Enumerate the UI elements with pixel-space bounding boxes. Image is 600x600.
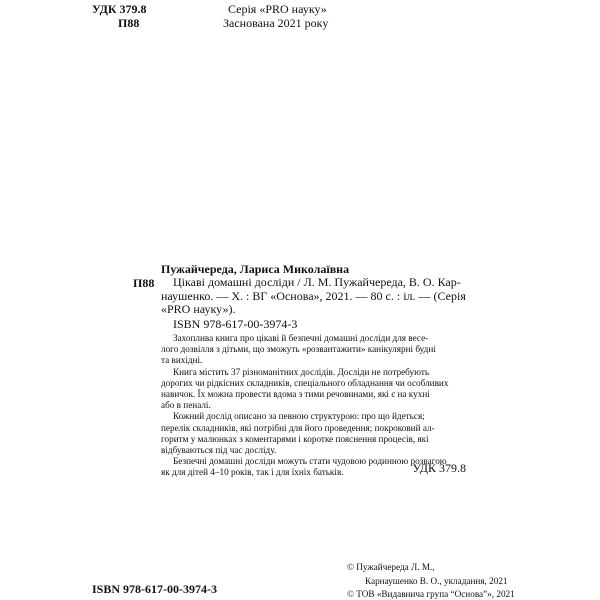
record-isbn: ISBN 978-617-00-3974-3	[173, 317, 298, 331]
annotation-line: Книга містить 37 різноманітних дослідів. Досліди не потребують	[173, 366, 430, 377]
annotation-line: Захоплива книга про цікаві й безпечні домашні досліди для весе-	[173, 333, 429, 343]
record-index: П88	[133, 276, 155, 290]
header-index: П88	[118, 16, 140, 30]
footer-isbn: ISBN 978-617-00-3974-3	[92, 582, 217, 596]
annotation-line: або в пеналі.	[161, 400, 211, 411]
annotation-line: навичок. Їх можна провести вдома з тими речовинами, які є на кухні	[161, 389, 430, 400]
record-author: Пужайчереда, Лариса Миколаївна	[161, 262, 350, 276]
annotation-line: перелік складників, які потрібні для його проведення; покроковий ал-	[161, 422, 435, 433]
record-title-line: наушенко. — Х. : ВГ «Основа», 2021. — 80 с. : іл. — (Серія	[161, 288, 466, 303]
annotation-line: лого дозвілля з дітьми, що зможуть «розвантажити» канікулярні будні	[161, 344, 436, 355]
series-name: Серія «PRO науку»	[228, 2, 327, 16]
annotation-line: як для дітей 4–10 років, так і для їхніх батьків.	[161, 467, 344, 478]
copyright-authors: © Пужайчереда Л. М.,	[347, 562, 435, 572]
record-udk: УДК 379.8	[412, 461, 466, 475]
annotation-line: Безпечні домашні досліди можуть стати чудовою родинною розвагою	[173, 456, 447, 467]
record-title-line: «PRO науку»).	[161, 302, 236, 316]
copyright-authors-cont: Карнаушенко В. О., укладання, 2021	[365, 576, 508, 586]
header-udk: УДК 379.8	[92, 2, 147, 16]
annotation-line: Кожний дослід описано за певною структурою: про що йдеться;	[173, 411, 425, 422]
annotation-paragraph	[161, 367, 466, 412]
annotation-line: дорогих чи рідкісних складників, спеціального обладнання чи особливих	[161, 377, 449, 388]
copyright-publisher: © ТОВ «Видавнича група “Основа”», 2021	[347, 589, 515, 599]
annotation-line: горитм у малюнках з коментарями і коротке пояснення процесів, які	[161, 433, 429, 444]
series-founded: Заснована 2021 року	[223, 16, 329, 30]
annotation-paragraph	[161, 333, 466, 367]
annotation-line: відбуваються під час досліду.	[161, 445, 277, 456]
record-title-line: Цікаві домашні досліди / Л. М. Пужайчереда, В. О. Кар-	[173, 275, 461, 289]
annotation-line: та вихідні.	[161, 355, 203, 366]
annotation-paragraph	[161, 411, 466, 456]
record-annotation	[161, 333, 466, 479]
record-title	[161, 276, 466, 317]
